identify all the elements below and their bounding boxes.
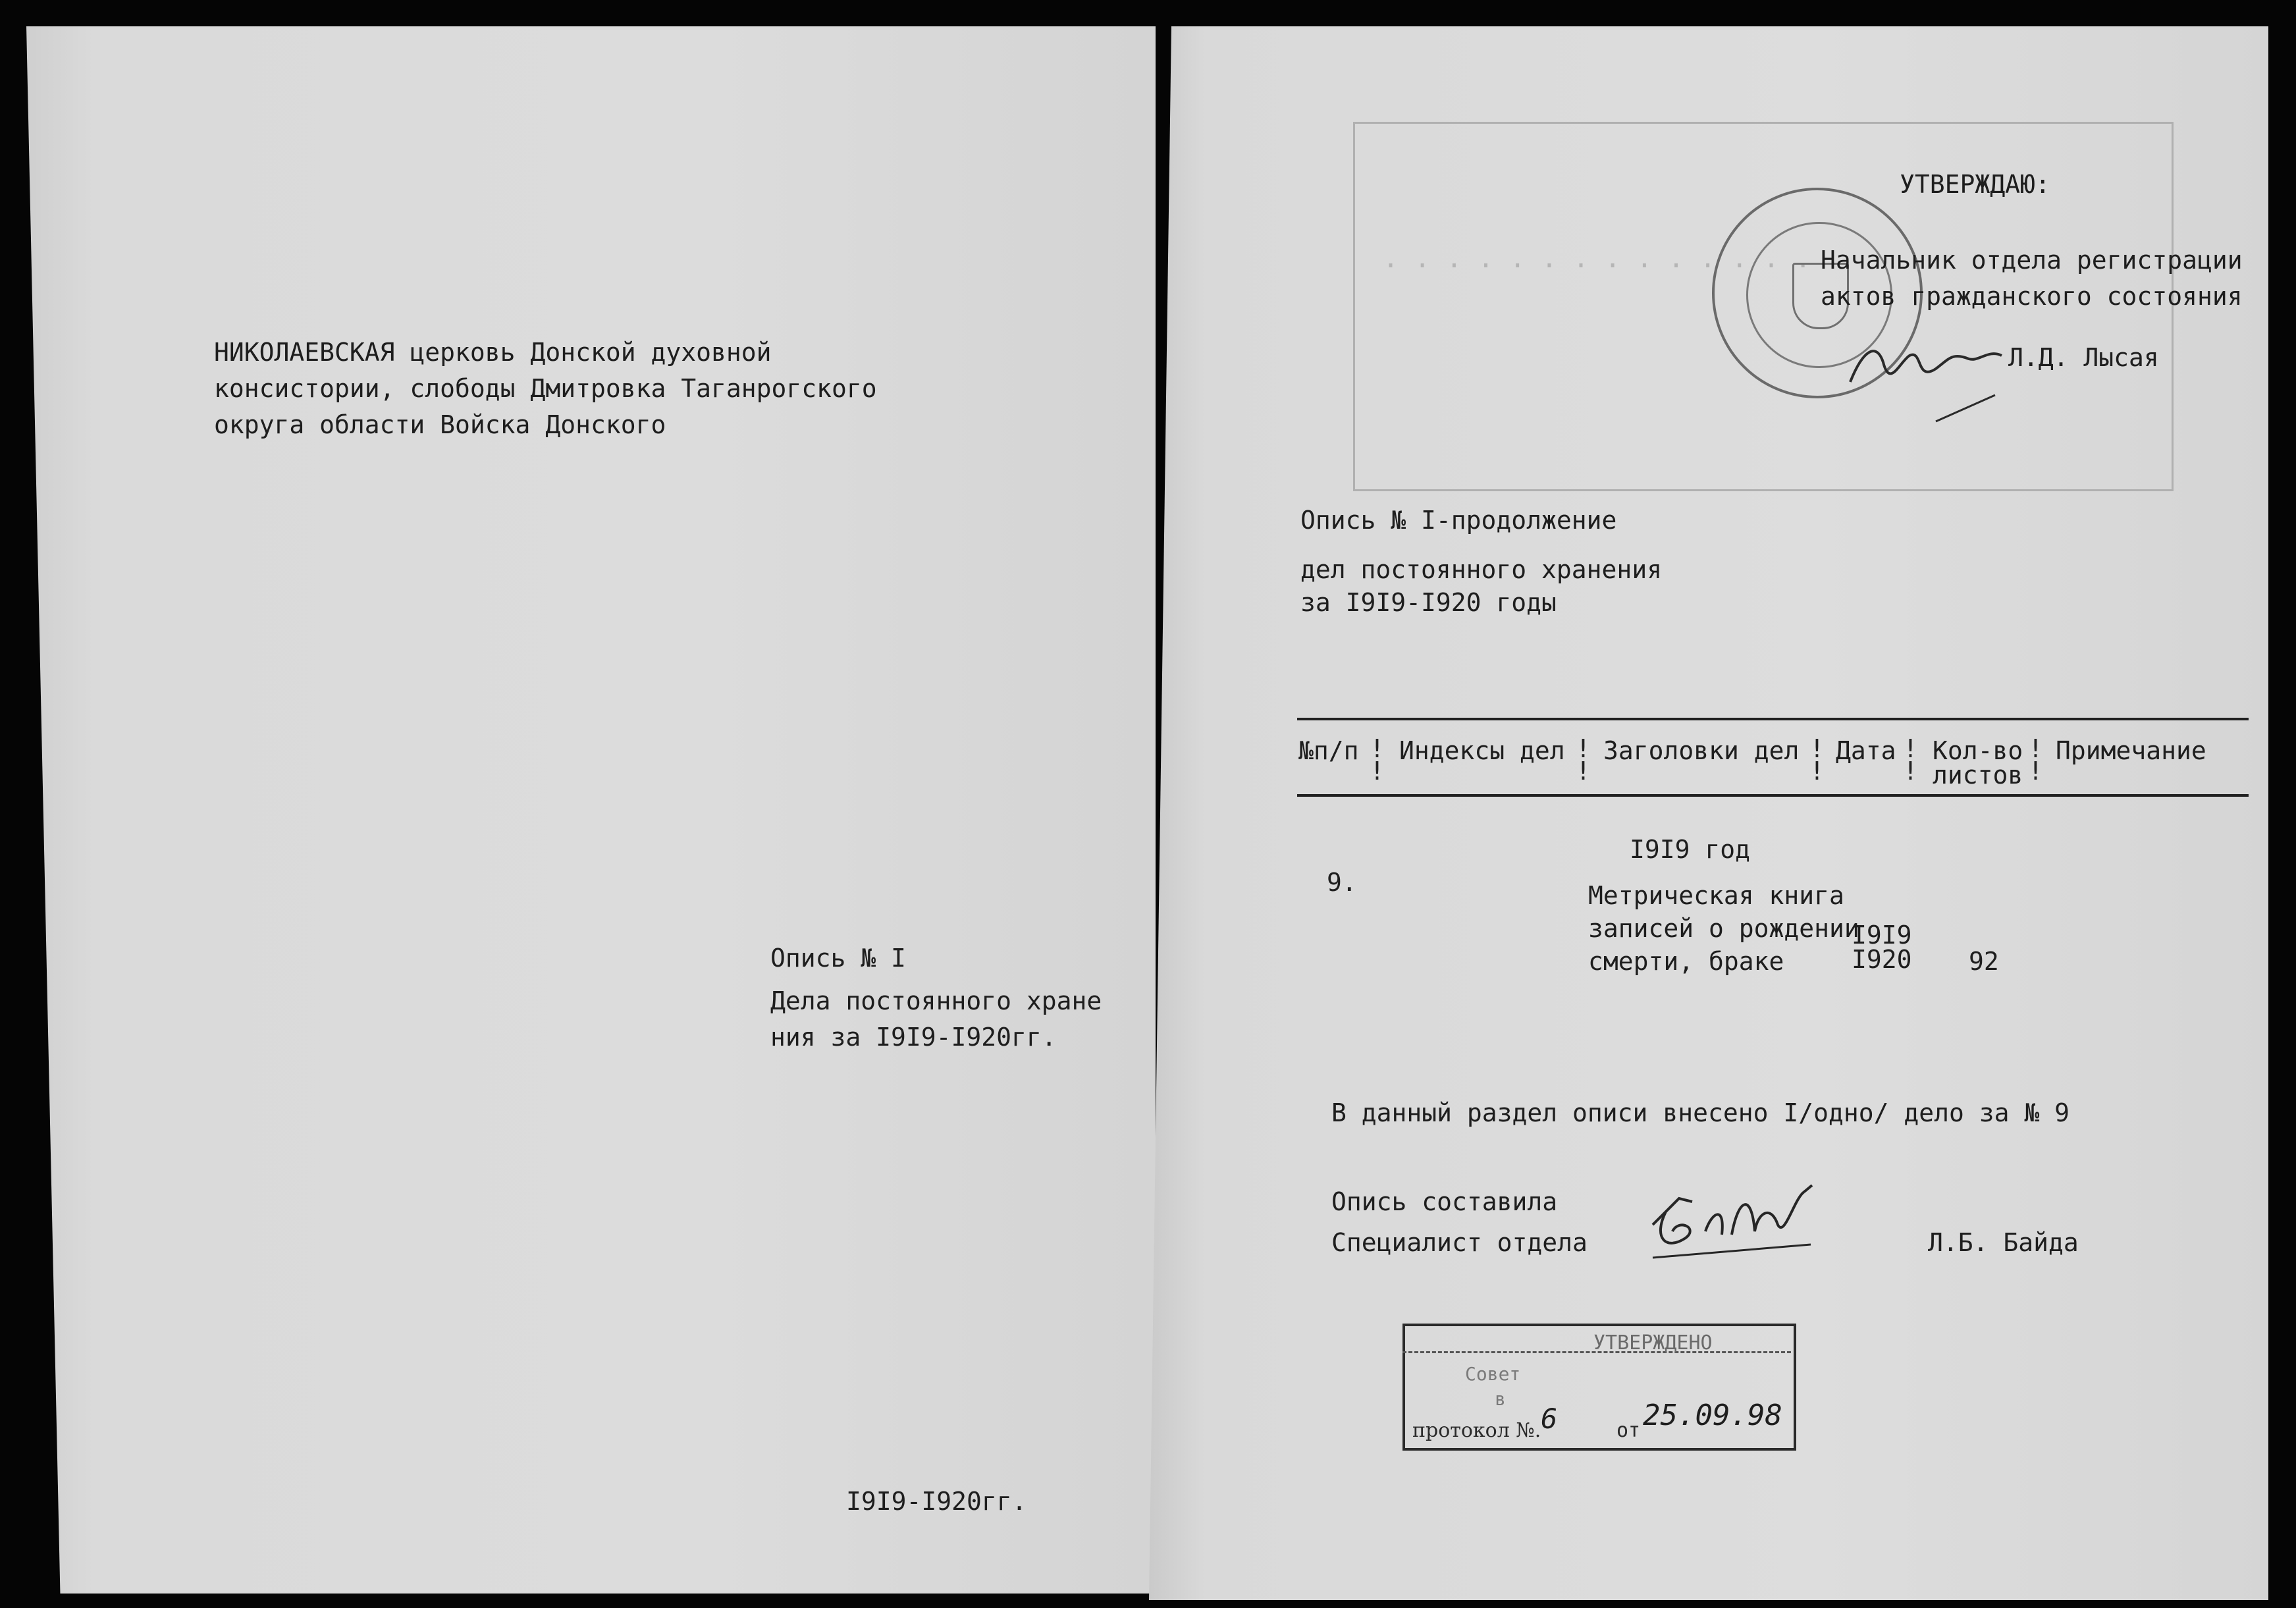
col-separator: ! ! <box>1576 734 1591 786</box>
col-separator: ! ! <box>1809 734 1825 786</box>
col-header-sheets: Кол-во <box>1933 736 2023 765</box>
stamp-line-3: в <box>1495 1388 1506 1410</box>
col-separator: ! ! <box>1903 734 1918 786</box>
left-opis-title: Опись № I <box>770 944 906 973</box>
right-opis-line-2: дел постоянного хранения <box>1300 555 1663 584</box>
col-separator: ! ! <box>2028 734 2043 786</box>
right-opis-line-1: Опись № I-продолжение <box>1300 506 1617 535</box>
stamp-protocol-label: протокол №. <box>1412 1419 1541 1442</box>
row-title-line-1: Метрическая книга <box>1588 881 1844 910</box>
row-title-line-3: смерти, браке <box>1588 947 1784 976</box>
approval-position-line-1: Начальник отдела регистрации <box>1821 246 2243 275</box>
col-header-note: Примечание <box>2056 736 2206 765</box>
row-date-to: I920 <box>1852 945 1912 974</box>
year-section-heading: I9I9 год <box>1630 835 1751 864</box>
approval-position-line-2: актов гражданского состояния <box>1821 282 2243 311</box>
stamp-heading: УТВЕРЖДЕНО <box>1593 1331 1713 1354</box>
summary-line: В данный раздел описи внесено I/одно/ дело за № 9 <box>1331 1098 2070 1127</box>
left-page <box>26 26 1156 1594</box>
church-line-2: консистории, слободы Дмитровка Таганрогского <box>214 374 877 403</box>
approval-signature <box>1837 323 2048 428</box>
row-sheets: 92 <box>1969 947 1999 976</box>
specialist-signature <box>1640 1172 1837 1277</box>
col-header-date: Дата <box>1836 736 1896 765</box>
specialist-label: Специалист отдела <box>1331 1228 1588 1257</box>
stamp-protocol-date: 25.09.98 <box>1643 1399 1782 1432</box>
left-opis-line-1: Дела постоянного хране <box>770 986 1102 1015</box>
church-line-3: округа области Войска Донского <box>214 410 666 439</box>
stamp-from-label: от <box>1616 1419 1641 1442</box>
compiled-label: Опись составила <box>1331 1187 1558 1216</box>
church-line-1: НИКОЛАЕВСКАЯ церковь Донской духовной <box>214 338 772 367</box>
table-top-rule <box>1297 718 2249 720</box>
left-opis-line-2: ния за I9I9-I920гг. <box>770 1023 1057 1052</box>
col-separator: ! ! <box>1370 734 1385 786</box>
left-years-footer: I9I9-I920гг. <box>846 1487 1027 1516</box>
col-header-number: №п/п <box>1298 736 1359 765</box>
col-header-sheets-2: листов <box>1933 761 2023 790</box>
specialist-name: Л.Б. Байда <box>1928 1228 2079 1257</box>
approval-heading: УТВЕРЖДАЮ: <box>1900 170 2050 199</box>
approval-name: Л.Д. Лысая <box>2008 343 2159 372</box>
row-title-line-2: записей о рождении <box>1588 914 1859 943</box>
row-date-from: I9I9 <box>1852 921 1912 950</box>
row-number: 9. <box>1327 868 1357 897</box>
col-header-index: Индексы дел <box>1399 736 1565 765</box>
stamp-line-2: Совет <box>1465 1363 1521 1385</box>
col-header-title: Заголовки дел <box>1603 736 1800 765</box>
stamp-protocol-number: 6 <box>1541 1403 1558 1435</box>
table-header-rule <box>1297 794 2249 797</box>
right-opis-line-3: за I9I9-I920 годы <box>1300 588 1557 617</box>
ghost-form-text: . . . . . . . . . . . . . . <box>1383 244 1811 274</box>
